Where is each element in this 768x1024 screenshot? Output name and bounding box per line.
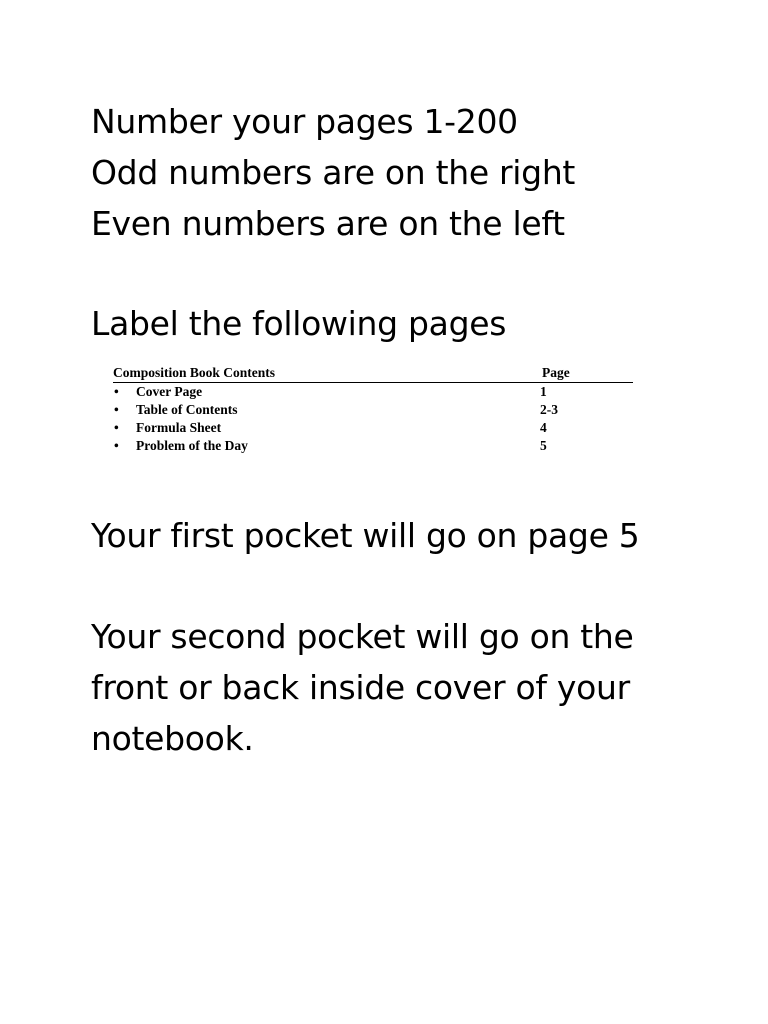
bullet: • [114,438,119,453]
row-name: Formula Sheet [136,420,222,435]
row-page: 5 [540,438,547,453]
row-page: 4 [540,420,547,435]
intro-line: Number your pages 1-200 [91,102,518,141]
table-row [113,419,633,437]
row-name: Problem of the Day [136,438,248,453]
bullet: • [114,420,119,435]
row-name: Table of Contents [136,402,238,417]
header-contents-label: Composition Book Contents [113,365,276,380]
table-row [113,383,633,401]
table-row [113,437,633,455]
row-page: 2-3 [540,402,558,417]
second-pocket-line: notebook. [91,719,254,758]
intro-instructions [91,96,575,249]
contents-table [113,364,633,455]
table-row [113,401,633,419]
header-page-label: Page [542,365,570,380]
second-pocket-line: front or back inside cover of your [91,668,630,707]
row-name: Cover Page [136,384,203,399]
bullet: • [114,402,119,417]
label-heading: Label the following pages [91,304,507,343]
intro-line: Odd numbers are on the right [91,153,576,192]
bullet: • [114,384,119,399]
contents-table-header [113,364,633,383]
second-pocket-line: Your second pocket will go on the [91,617,634,656]
intro-line: Even numbers are on the left [91,204,565,243]
first-pocket-instruction: Your first pocket will go on page 5 [91,516,640,555]
second-pocket-instruction [91,611,634,764]
row-page: 1 [540,384,547,399]
